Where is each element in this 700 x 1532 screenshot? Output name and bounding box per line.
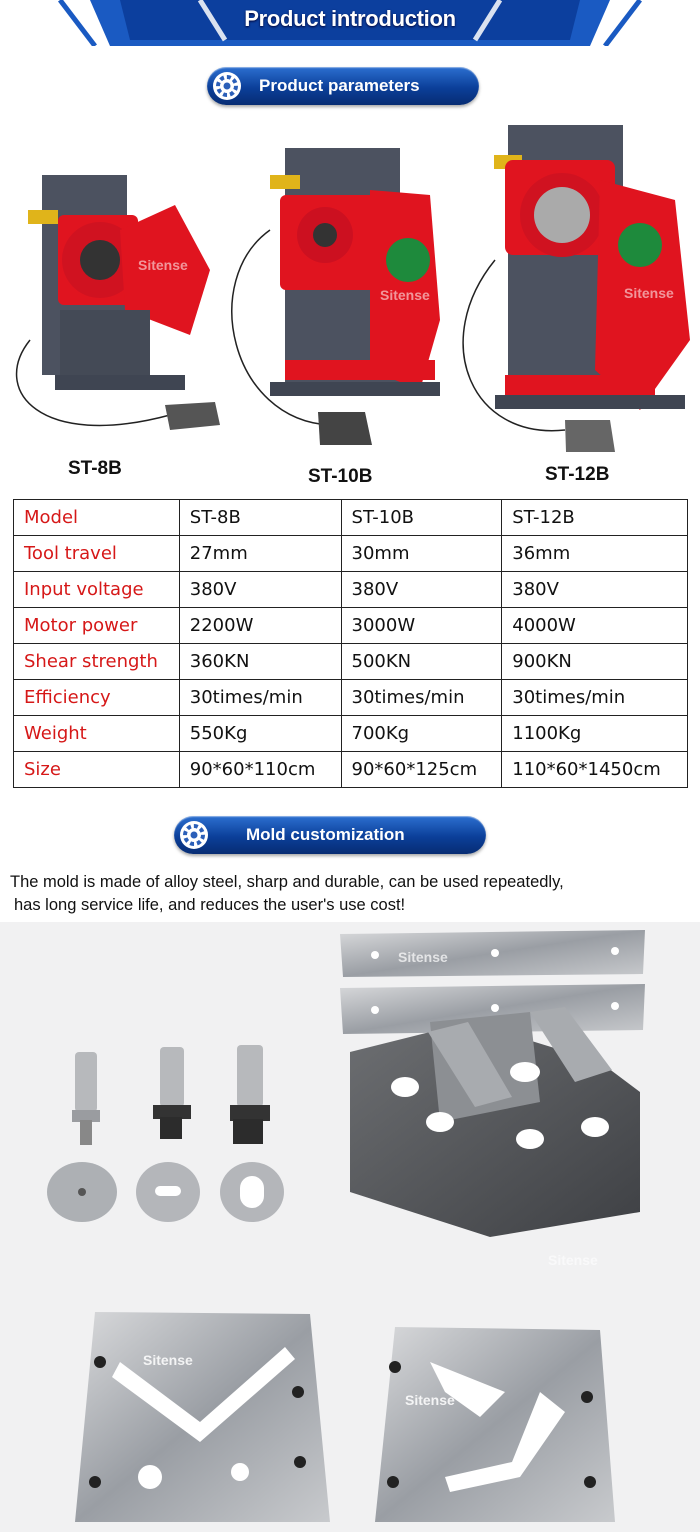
watermark: Sitense <box>624 285 674 301</box>
watermark: Sitense <box>398 949 448 965</box>
table-row <box>14 716 688 752</box>
table-cell: 3000W <box>341 608 502 644</box>
table-cell: Model <box>14 500 180 536</box>
table-cell: Size <box>14 752 180 788</box>
section-heading-parameters <box>207 67 479 105</box>
table-header-row <box>14 500 688 536</box>
table-cell: 30times/min <box>341 680 502 716</box>
watermark: Sitense <box>143 1352 193 1368</box>
table-row <box>14 644 688 680</box>
table-cell: Input voltage <box>14 572 180 608</box>
table-cell: 90*60*110cm <box>179 752 341 788</box>
machine-label-st-10b: ST-10B <box>308 466 373 487</box>
table-cell: 4000W <box>502 608 688 644</box>
table-cell: 110*60*1450cm <box>502 752 688 788</box>
mold-description-line-2: has long service life, and reduces the user's use cost! <box>14 896 406 914</box>
machine-label-st-8b: ST-8B <box>68 458 122 479</box>
table-cell: 30times/min <box>502 680 688 716</box>
mold-description-line-1: The mold is made of alloy steel, sharp and durable, can be used repeatedly, <box>10 873 564 891</box>
table-row <box>14 572 688 608</box>
table-cell: 36mm <box>502 536 688 572</box>
table-cell: 27mm <box>179 536 341 572</box>
molds-photo <box>0 922 700 1532</box>
section-title-parameters: Product parameters <box>259 76 420 95</box>
table-cell: 30mm <box>341 536 502 572</box>
table-cell: 380V <box>341 572 502 608</box>
watermark: Sitense <box>380 287 430 303</box>
machine-st-8b-image <box>17 175 220 430</box>
table-cell: 380V <box>502 572 688 608</box>
table-row <box>14 536 688 572</box>
watermark: Sitense <box>548 1252 598 1268</box>
table-cell: Shear strength <box>14 644 180 680</box>
mold-description <box>10 871 700 917</box>
table-cell: Tool travel <box>14 536 180 572</box>
table-cell: 380V <box>179 572 341 608</box>
punch-set-image <box>47 1045 284 1222</box>
table-cell: 360KN <box>179 644 341 680</box>
table-row <box>14 608 688 644</box>
machines-photo <box>0 120 700 465</box>
table-cell: 700Kg <box>341 716 502 752</box>
table-cell: Efficiency <box>14 680 180 716</box>
section-heading-mold <box>174 816 486 854</box>
table-cell: Weight <box>14 716 180 752</box>
table-cell: 30times/min <box>179 680 341 716</box>
section-title-mold: Mold customization <box>246 825 405 844</box>
watermark: Sitense <box>138 257 188 273</box>
table-cell: ST-10B <box>341 500 502 536</box>
table-cell: 550Kg <box>179 716 341 752</box>
table-cell: ST-12B <box>502 500 688 536</box>
table-cell: 90*60*125cm <box>341 752 502 788</box>
table-cell: 500KN <box>341 644 502 680</box>
banner-title: Product introduction <box>244 6 456 31</box>
gear-icon <box>213 72 241 100</box>
table-row <box>14 752 688 788</box>
table-cell: Motor power <box>14 608 180 644</box>
table-cell: ST-8B <box>179 500 341 536</box>
parameters-table <box>13 499 688 788</box>
machine-label-st-12b: ST-12B <box>545 464 610 485</box>
table-row <box>14 680 688 716</box>
table-cell: 2200W <box>179 608 341 644</box>
table-cell: 900KN <box>502 644 688 680</box>
gear-icon <box>180 821 208 849</box>
watermark: Sitense <box>405 1392 455 1408</box>
table-cell: 1100Kg <box>502 716 688 752</box>
